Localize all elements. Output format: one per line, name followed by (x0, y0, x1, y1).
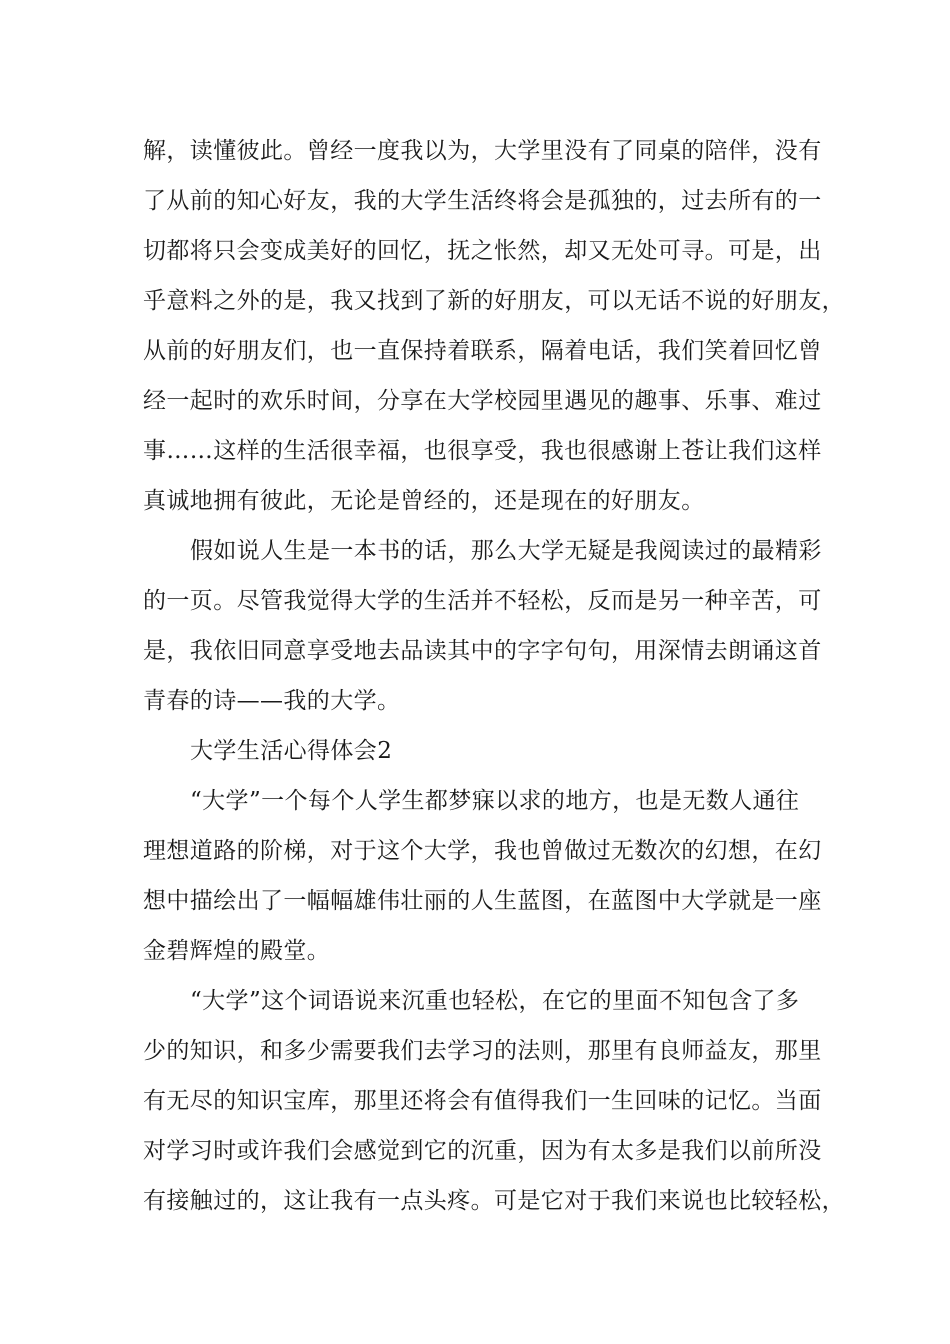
text-line: 金碧辉煌的殿堂。 (143, 938, 331, 964)
text-line: 有无尽的知识宝库，那里还将会有值得我们一生回味的记忆。当面 (143, 1088, 822, 1114)
text-line: 真诚地拥有彼此，无论是曾经的，还是现在的好朋友。 (143, 488, 705, 514)
text-line: 乎意料之外的是，我又找到了新的好朋友，可以无话不说的好朋友， (143, 288, 845, 314)
text-line: 解，读懂彼此。曾经一度我以为，大学里没有了同桌的陪伴，没有 (143, 138, 822, 164)
text-line: 从前的好朋友们，也一直保持着联系，隔着电话，我们笑着回忆曾 (143, 338, 822, 364)
paragraph-first-line: “大学”一个每个人学生都梦寐以求的地方，也是无数人通往 (190, 788, 800, 814)
paragraph-first-line: 假如说人生是一本书的话，那么大学无疑是我阅读过的最精彩 (190, 538, 822, 564)
text-line: 事……这样的生活很幸福，也很享受，我也很感谢上苍让我们这样 (143, 438, 822, 464)
paragraph-first-line: “大学”这个词语说来沉重也轻松，在它的里面不知包含了多 (190, 988, 800, 1014)
text-line: 经一起时的欢乐时间，分享在大学校园里遇见的趣事、乐事、难过 (143, 388, 822, 414)
section-heading: 大学生活心得体会2 (190, 738, 393, 764)
text-line: 的一页。尽管我觉得大学的生活并不轻松，反而是另一种辛苦，可 (143, 588, 822, 614)
text-line: 青春的诗——我的大学。 (143, 688, 401, 714)
text-line: 想中描绘出了一幅幅雄伟壮丽的人生蓝图，在蓝图中大学就是一座 (143, 888, 822, 914)
text-line: 理想道路的阶梯，对于这个大学，我也曾做过无数次的幻想，在幻 (143, 838, 822, 864)
text-line: 对学习时或许我们会感觉到它的沉重，因为有太多是我们以前所没 (143, 1138, 822, 1164)
text-line: 少的知识，和多少需要我们去学习的法则，那里有良师益友，那里 (143, 1038, 822, 1064)
text-line: 切都将只会变成美好的回忆，抚之怅然，却又无处可寻。可是，出 (143, 238, 822, 264)
text-line: 有接触过的，这让我有一点头疼。可是它对于我们来说也比较轻松， (143, 1188, 845, 1214)
text-line: 是，我依旧同意享受地去品读其中的字字句句，用深情去朗诵这首 (143, 638, 822, 664)
text-line: 了从前的知心好友，我的大学生活终将会是孤独的，过去所有的一 (143, 188, 822, 214)
